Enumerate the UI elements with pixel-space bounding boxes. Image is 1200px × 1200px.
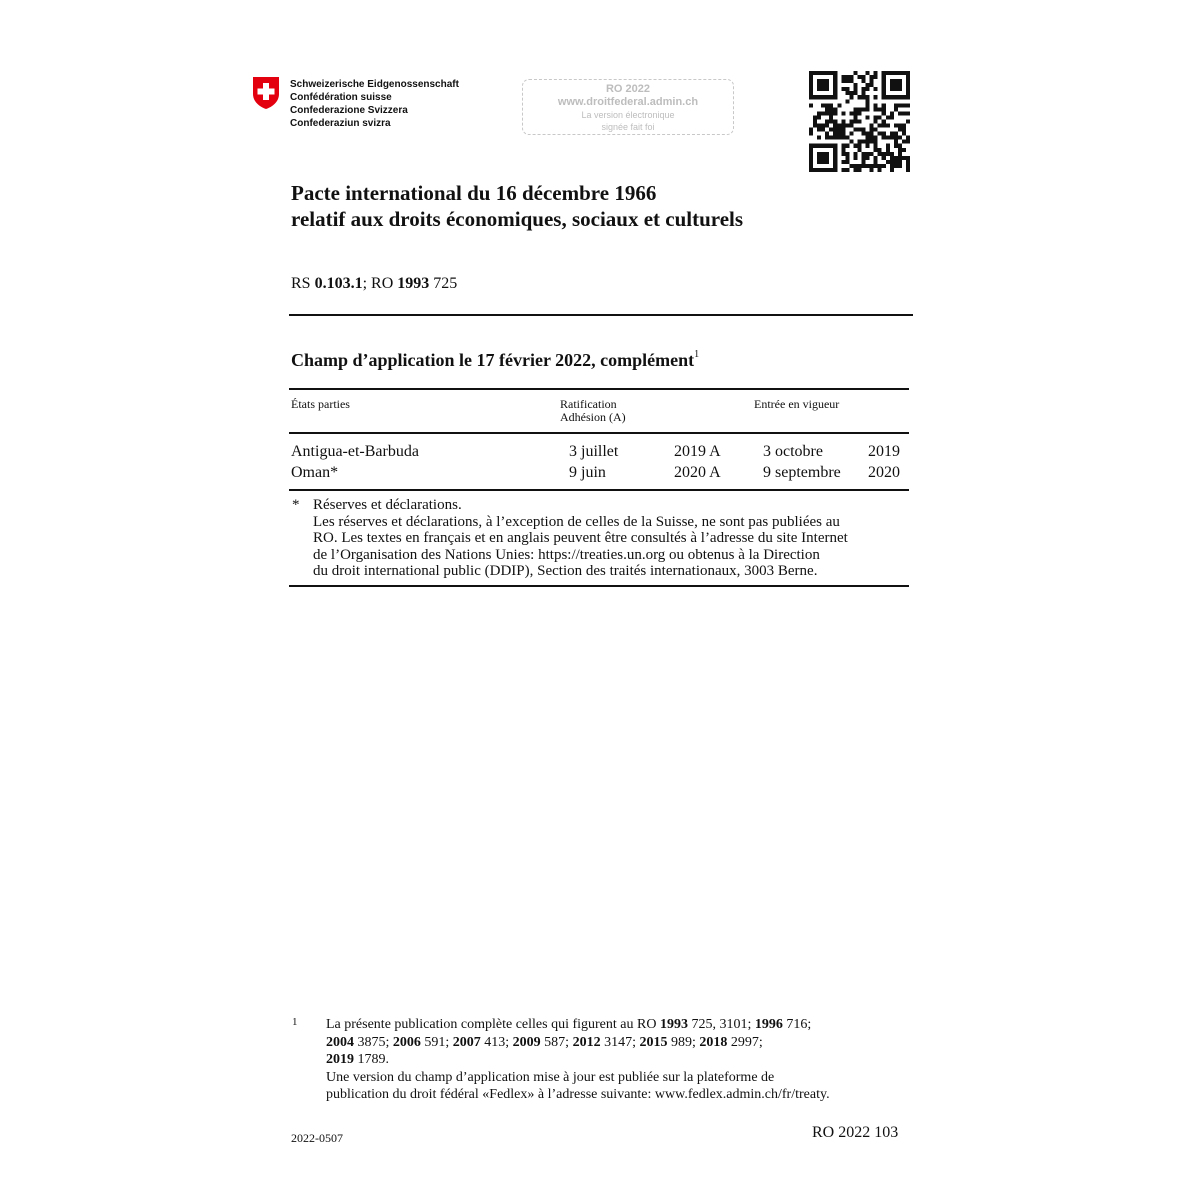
title-line-2: relatif aux droits économiques, sociaux et culturels: [291, 207, 744, 231]
row-entry-date: 9 septembre: [763, 464, 841, 481]
table-note: [313, 497, 848, 580]
row-entry-year: 2019: [868, 443, 900, 460]
confed-line-fr: Confédération suisse: [290, 92, 392, 103]
confed-line-it: Confederazione Svizzera: [290, 105, 408, 116]
ro-ref-year: 1993: [659, 1017, 688, 1032]
footnote-line-2: [326, 1034, 830, 1052]
ro-page: 725: [433, 275, 458, 292]
col-header-states: États parties: [291, 397, 350, 411]
ro-ref-pages: 413;: [484, 1034, 510, 1050]
title-line-1: Pacte international du 16 décembre 1966: [291, 181, 657, 205]
footnote-intro: La présente publication complète celles qui figurent au RO: [326, 1017, 657, 1032]
section-heading: [291, 350, 699, 371]
ro-ref-pages: 3875;: [357, 1034, 390, 1050]
confederation-name: [290, 78, 459, 130]
row-state: Antigua-et-Barbuda: [291, 443, 419, 460]
section-heading-text: Champ d’application le 17 février 2022, complément: [291, 350, 695, 370]
footnote-mark: 1: [292, 1016, 298, 1028]
table-note-line: Réserves et déclarations.: [313, 497, 462, 513]
ro-ref-year: 2012: [572, 1034, 601, 1050]
col-header-ratification-2: Adhésion (A): [560, 410, 626, 424]
references: [291, 275, 457, 293]
col-header-ratification: [560, 398, 626, 424]
row-state: Oman*: [291, 464, 339, 481]
ro-ref-year: 2015: [639, 1034, 668, 1050]
footnote-line-3: [326, 1051, 830, 1069]
rs-number: 0.103.1: [314, 275, 363, 292]
ro-ref-pages: 725, 3101;: [691, 1017, 752, 1032]
table-note-line: du droit international public (DDIP), Section des traités internationaux, 3003 Berne.: [313, 563, 818, 579]
row-rat-date: 9 juin: [569, 464, 606, 481]
stamp-ro: RO 2022: [605, 83, 651, 95]
swiss-cross-icon: [252, 76, 280, 110]
ro-ref-year: 2007: [452, 1034, 481, 1050]
table-header-rule: [289, 432, 909, 434]
ro-ref-year: 2006: [392, 1034, 421, 1050]
footnote-text: [326, 1016, 830, 1104]
ro-ref-pages: 587;: [544, 1034, 570, 1050]
page-title: [291, 180, 743, 232]
refs-sep: ;: [362, 275, 368, 292]
confed-line-de: Schweizerische Eidgenossenschaft: [290, 79, 459, 90]
ro-ref-pages: 591;: [424, 1034, 450, 1050]
table-note-line: Les réserves et déclarations, à l’exception de celles de la Suisse, ne sont pas publiées au: [313, 513, 840, 530]
ro-ref-year: 2004: [326, 1034, 354, 1050]
col-header-ratification-1: Ratification: [560, 397, 617, 411]
row-entry-date: 3 octobre: [763, 443, 823, 460]
ro-ref-year: 1996: [754, 1017, 783, 1032]
stamp-line3: La version électronique: [581, 110, 675, 120]
row-rat-year: 2019 A: [674, 443, 721, 460]
table-body-rule: [289, 489, 909, 491]
footnote-line-1: [326, 1016, 830, 1034]
ro-ref-year: 2019: [326, 1052, 354, 1067]
ro-ref-pages: 989;: [670, 1034, 696, 1050]
ro-ref-pages: 716;: [786, 1017, 812, 1032]
table-note-line: RO. Les textes en français et en anglais peuvent être consultés à l’adresse du site Internet: [313, 530, 848, 546]
footnote-line-5: publication du droit fédéral «Fedlex» à l’adresse suivante: www.fedlex.admin.ch/fr/treaty.: [326, 1087, 830, 1102]
ro-ref-year: 2009: [512, 1034, 541, 1050]
stamp-url: www.droitfederal.admin.ch: [557, 96, 699, 108]
row-rat-date: 3 juillet: [569, 443, 619, 460]
ro-label: RO: [371, 275, 394, 292]
ro-ref-year: 2018: [699, 1034, 728, 1050]
col-header-entry: Entrée en vigueur: [754, 397, 840, 411]
qr-code-icon: [809, 71, 910, 172]
stamp-line4: signée fait foi: [601, 122, 655, 132]
table-top-rule: [289, 388, 909, 390]
rs-label: RS: [291, 275, 311, 292]
divider: [289, 314, 913, 316]
footnote-ref: 1: [694, 349, 700, 360]
row-rat-year: 2020 A: [674, 464, 721, 481]
ro-reference: RO 2022 103: [812, 1124, 899, 1141]
ro-year: 1993: [397, 275, 430, 292]
document-id: 2022-0507: [291, 1131, 343, 1145]
confed-line-rm: Confederaziun svizra: [290, 118, 391, 129]
table-bottom-rule: [289, 585, 909, 587]
table-note-line: de l’Organisation des Nations Unies: https://treaties.un.org ou obtenus à la Direction: [313, 546, 820, 563]
ro-ref-pages: 1789.: [357, 1052, 389, 1067]
ro-ref-pages: 3147;: [604, 1034, 636, 1050]
table-note-mark: *: [292, 497, 300, 513]
signature-stamp: [522, 79, 734, 135]
footnote-line-4: Une version du champ d’application mise à jour est publiée sur la plateforme de: [326, 1069, 775, 1085]
ro-ref-pages: 2997;: [730, 1034, 763, 1050]
row-entry-year: 2020: [868, 464, 900, 481]
